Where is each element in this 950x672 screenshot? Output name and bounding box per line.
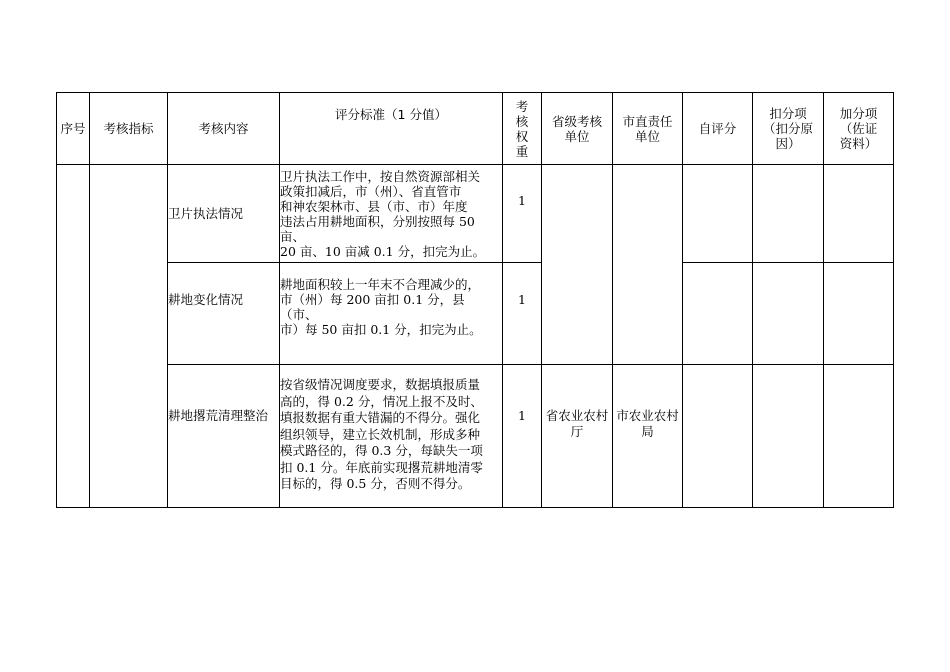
bonus-cell [824, 263, 894, 365]
deduction-cell [753, 365, 824, 508]
criteria-line: 按省级情况调度要求，数据填报质量 [280, 377, 481, 392]
table-row [57, 263, 894, 365]
header-seq: 序号 [57, 93, 90, 165]
bonus-cell [824, 365, 894, 508]
header-content: 考核内容 [168, 93, 280, 165]
criteria-line: 高的，得 0.2 分，情况上报不及时、 [280, 393, 483, 409]
weight-cell: 1 [503, 263, 542, 365]
criteria-line: 填报数据有重大错漏的不得分。强化 [280, 410, 481, 425]
header-row [57, 93, 894, 165]
content-cell: 卫片执法情况 [168, 165, 280, 263]
header-self-score: 自评分 [683, 93, 753, 165]
criteria-line: 市（州）每 200 亩扣 0.1 分，县 [280, 292, 465, 307]
content-cell: 耕地变化情况 [168, 263, 280, 365]
criteria-line: 模式路径的，得 0.3 分，每缺失一项 [280, 443, 483, 458]
criteria-line: 亩、 [280, 228, 306, 244]
criteria-line: 目标的，得 0.5 分，否则不得分。 [280, 476, 471, 491]
self-score-cell [683, 263, 753, 365]
header-city-unit: 市直责任单位 [613, 93, 683, 165]
deduction-cell [753, 263, 824, 365]
criteria-cell [280, 165, 503, 263]
criteria-line: 扣 0.1 分。年底前实现撂荒耕地清零 [280, 459, 483, 475]
weight-cell: 1 [503, 365, 542, 508]
seq-cell [57, 165, 90, 508]
header-weight-char: 考 [515, 98, 529, 114]
criteria-line: 违法占用耕地面积，分别按照每 50 [280, 213, 475, 229]
city-unit-cell [613, 165, 683, 365]
header-weight-char: 权 [515, 128, 529, 144]
criteria-line: 耕地面积较上一年末不合理减少的， [280, 277, 481, 292]
criteria-cell [280, 365, 503, 508]
table-row [57, 165, 894, 263]
indicator-cell [90, 165, 168, 508]
criteria-cell [280, 263, 503, 365]
self-score-cell [683, 165, 753, 263]
criteria-line: 组织领导，建立长效机制，形成多种 [280, 426, 481, 442]
bonus-cell [824, 165, 894, 263]
criteria-line: 和神农架林市、县（市、市）年度 [280, 198, 468, 214]
criteria-line: 卫片执法工作中，按自然资源部相关 [280, 168, 481, 184]
content-cell: 耕地撂荒清理整治 [168, 365, 280, 508]
city-unit-cell: 市农业农村局 [613, 365, 683, 508]
header-deduction: 扣分项（扣分原因） [753, 93, 824, 165]
header-criteria: 评分标准（1 分值） [280, 93, 503, 165]
header-weight [503, 93, 542, 165]
table-row [57, 365, 894, 508]
criteria-line: 政策扣减后，市（州）、省直管市 [280, 183, 462, 199]
header-weight-char: 核 [515, 113, 529, 129]
deduction-cell [753, 165, 824, 263]
provincial-unit-cell [542, 165, 613, 365]
provincial-unit-cell: 省农业农村厅 [542, 365, 613, 508]
criteria-line: （市、 [280, 307, 318, 322]
assessment-table [56, 92, 894, 508]
self-score-cell [683, 365, 753, 508]
header-indicator: 考核指标 [90, 93, 168, 165]
criteria-line: 20 亩、10 亩减 0.1 分，扣完为止。 [280, 243, 486, 259]
weight-cell: 1 [503, 165, 542, 263]
header-weight-char: 重 [515, 143, 529, 159]
criteria-line: 市）每 50 亩扣 0.1 分，扣完为止。 [280, 322, 482, 337]
header-bonus: 加分项（佐证资料） [824, 93, 894, 165]
header-provincial-unit: 省级考核单位 [542, 93, 613, 165]
